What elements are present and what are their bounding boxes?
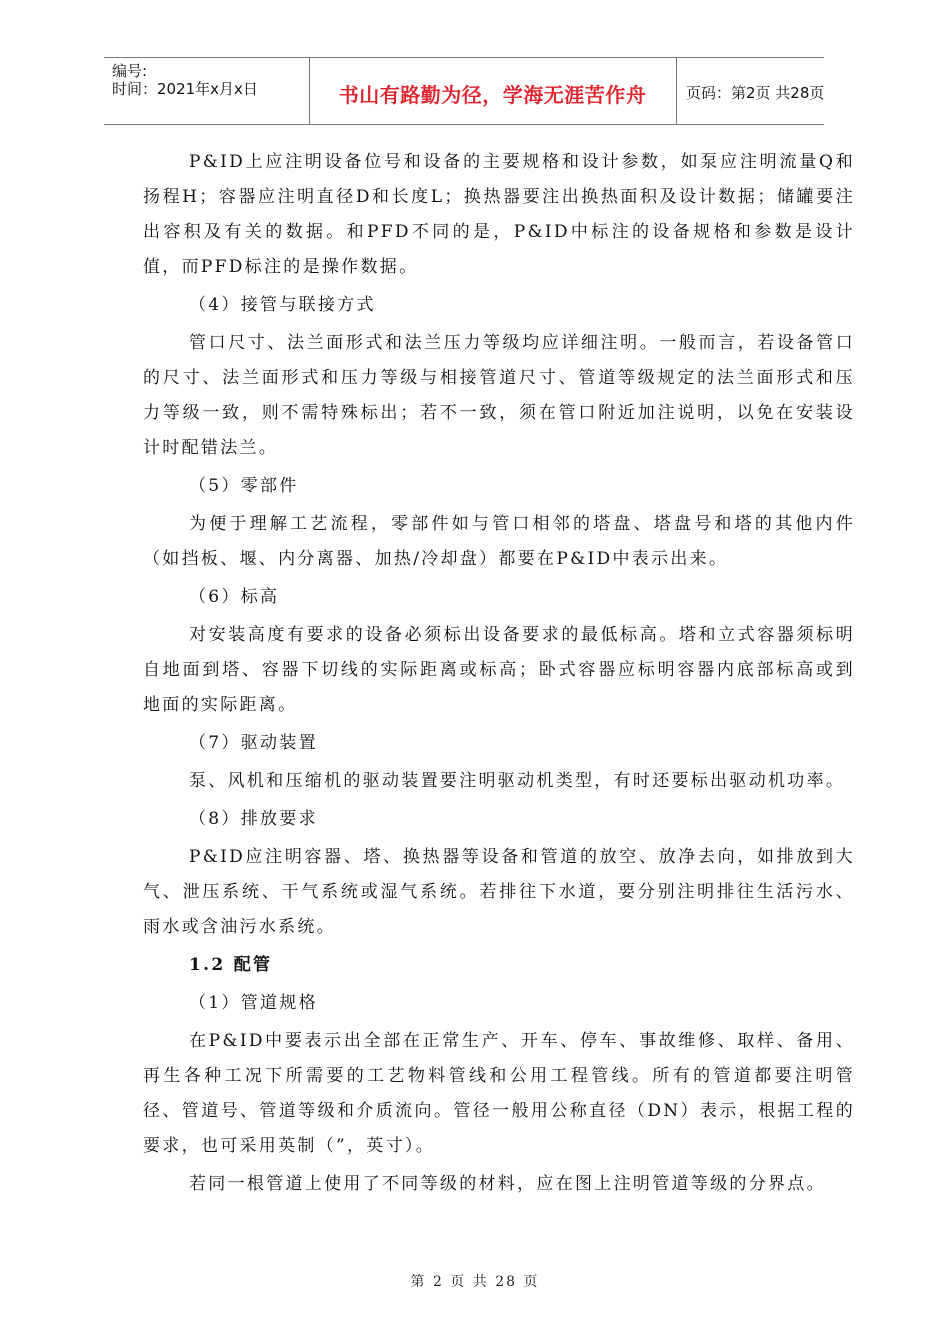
document-body [143,145,855,1205]
body-paragraph: 在P&ID中要表示出全部在正常生产、开车、停车、事故维修、取样、备用、再生各种工况下所需要的工艺物料管线和公用工程管线。所有的管道都要注明管径、管道号、管道等级和介质流向。管径一般用公称直径（DN）表示，根据工程的要求，也可采用英制（”，英寸）。 [143,1031,855,1156]
body-paragraph: 若同一根管道上使用了不同等级的材料，应在图上注明管道等级的分界点。 [189,1174,826,1194]
section-heading: （1）管道规格 [189,993,318,1013]
page-footer: 第 2 页 共 28 页 [410,1274,540,1290]
body-paragraph: P&ID上应注明设备位号和设备的主要规格和设计参数，如泵应注明流量Q和扬程H；容器应注明直径D和长度L；换热器要注出换热面积及设计数据；储罐要注出容积及有关的数据。和PFD不同的是，P&ID中标注的设备规格和参数是设计值，而PFD标注的是操作数据。 [143,152,855,277]
chapter-heading: 1.2 配管 [189,955,273,975]
body-paragraph: 为便于理解工艺流程，零部件如与管口相邻的塔盘、塔盘号和塔的其他内件（如挡板、堰、内分离器、加热/冷却盘）都要在P&ID中表示出来。 [143,514,855,569]
document-number-label: 编号: [112,62,148,80]
section-heading: （5）零部件 [189,476,299,496]
section-heading: （4）接管与联接方式 [189,295,376,315]
body-paragraph: 对安装高度有要求的设备必须标出设备要求的最低标高。塔和立式容器须标明自地面到塔、容器下切线的实际距离或标高；卧式容器应标明容器内底部标高或到地面的实际距离。 [143,625,855,715]
header-motto: 书山有路勤为径，学海无涯苦作舟 [338,83,647,107]
header-page-number: 页码：第2页 共28页 [686,84,825,102]
header-divider [676,58,677,124]
section-heading: （6）标高 [189,587,280,607]
section-heading: （7）驱动装置 [189,733,318,753]
body-paragraph: P&ID应注明容器、塔、换热器等设备和管道的放空、放净去向，如排放到大气、泄压系统、干气系统或湿气系统。若排往下水道，要分别注明排往生活污水、雨水或含油污水系统。 [143,847,855,937]
body-paragraph: 管口尺寸、法兰面形式和法兰压力等级均应详细注明。一般而言，若设备管口的尺寸、法兰面形式和压力等级与相接管道尺寸、管道等级规定的法兰面形式和压力等级一致，则不需特殊标出；若不一致，须在管口附近加注说明，以免在安装设计时配错法兰。 [143,333,855,458]
document-time-label: 时间：2021年x月x日 [112,80,258,98]
header-meta [112,62,258,98]
page-header [104,57,824,125]
body-paragraph: 泵、风机和压缩机的驱动装置要注明驱动机类型，有时还要标出驱动机功率。 [189,771,846,791]
section-heading: （8）排放要求 [189,809,318,829]
